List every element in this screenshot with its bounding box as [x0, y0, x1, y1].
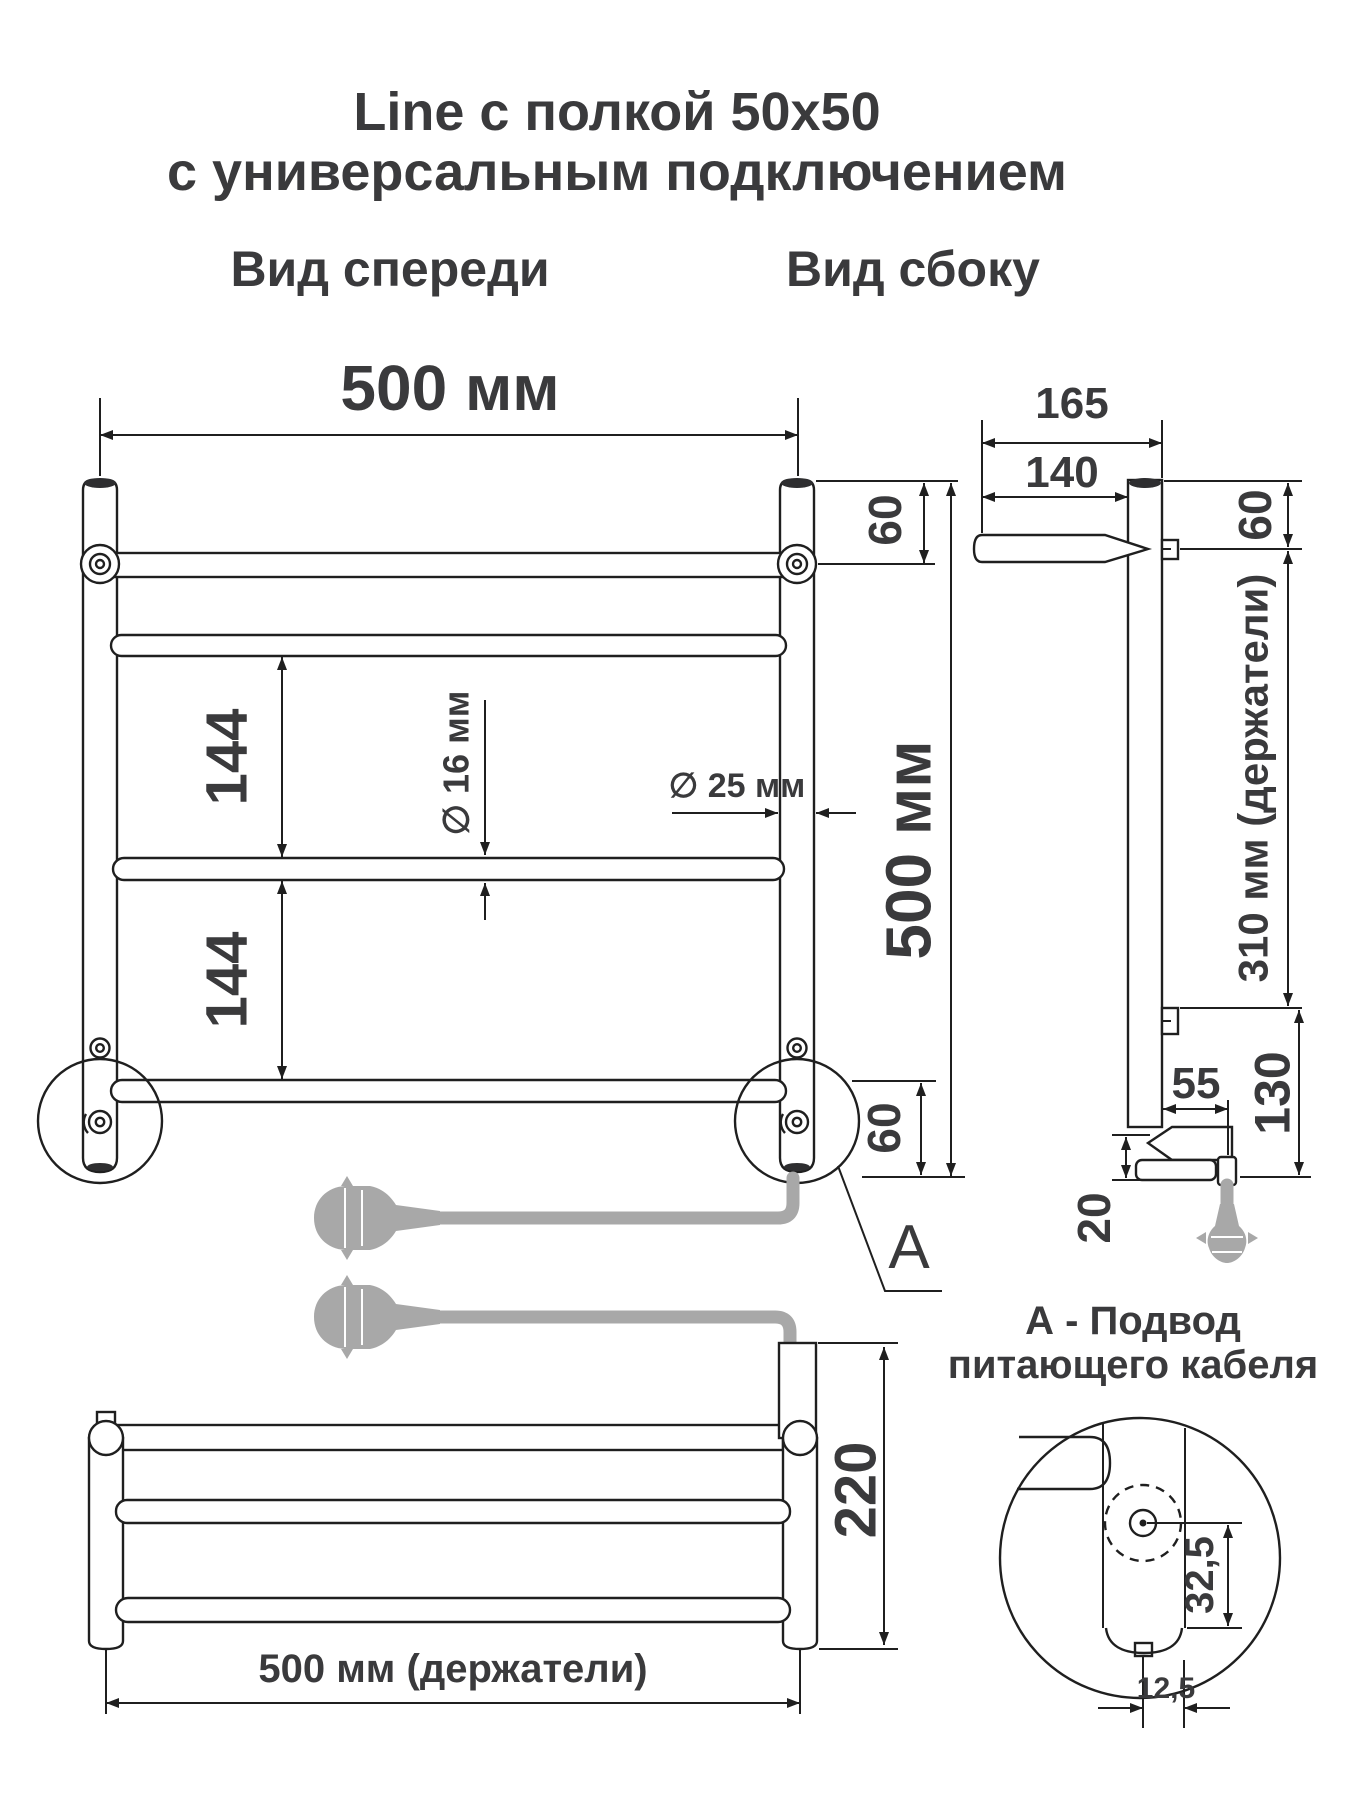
front-bracket-upper-right — [778, 545, 816, 583]
bottom-view — [89, 1343, 898, 1714]
drawing-title — [167, 82, 1067, 202]
front-dim60-bottom-label: 60 — [858, 1102, 911, 1154]
front-dim-width-label: 500 мм — [340, 352, 560, 424]
bottom-holder-left-circle — [89, 1421, 123, 1455]
front-bracket-upper-left — [81, 545, 119, 583]
front-rung-2 — [111, 635, 786, 656]
side-foot — [1148, 1127, 1232, 1160]
front-view — [38, 352, 965, 1359]
front-dim-gap1-label: 144 — [194, 708, 260, 806]
front-cable-2 — [440, 1317, 790, 1342]
detail-port-center — [1140, 1520, 1147, 1527]
detail-dim325-label: 32,5 — [1178, 1536, 1222, 1614]
detail-caption-line-1: А - Подвод — [1025, 1299, 1241, 1343]
side-foot-cap — [1136, 1160, 1216, 1180]
front-view-label: Вид спереди — [230, 241, 550, 297]
front-label-rung-diameter: ∅ 16 мм — [435, 690, 477, 836]
power-plug-1 — [314, 1176, 440, 1260]
front-dim-gap2-label: 144 — [194, 931, 260, 1029]
power-plug-3 — [1196, 1204, 1258, 1263]
title-line-2: с универсальным подключением — [167, 142, 1067, 202]
side-dim55-label: 55 — [1171, 1059, 1221, 1108]
power-plug-2 — [314, 1275, 440, 1359]
side-view — [974, 379, 1311, 1263]
side-post — [1128, 480, 1162, 1127]
detail-bracket-stub — [1017, 1437, 1110, 1489]
bottom-dim-holders-label: 500 мм (держатели) — [258, 1647, 648, 1691]
side-dim60-label: 60 — [1229, 489, 1282, 541]
bottom-bar-front — [116, 1598, 790, 1622]
side-dim-140-label: 140 — [1025, 448, 1099, 497]
front-post-right-cap — [781, 478, 813, 488]
front-post-left-cap — [84, 478, 116, 488]
front-cable-1 — [440, 1178, 793, 1218]
bottom-bar-back — [118, 1425, 783, 1450]
front-callout-letter: А — [888, 1213, 930, 1282]
detail-caption-line-2: питающего кабеля — [947, 1343, 1319, 1387]
title-line-1: Line с полкой 50x50 — [353, 82, 881, 142]
side-dim-165-label: 165 — [1035, 379, 1109, 428]
bottom-holder-right-circle — [783, 1421, 817, 1455]
front-post-left-bottom-cap — [87, 1163, 113, 1171]
front-label-post-diameter: ∅ 25 мм — [668, 767, 806, 805]
detail-bottom-cap — [1106, 1628, 1182, 1653]
bottom-bar-middle — [116, 1500, 790, 1523]
front-dim-height-label: 500 мм — [872, 740, 945, 960]
side-dim20-label: 20 — [1068, 1192, 1121, 1244]
side-dim310-label: 310 мм (держатели) — [1229, 573, 1277, 983]
front-rung-3 — [113, 858, 784, 880]
detail-dim125-label: 12,5 — [1136, 1672, 1196, 1705]
side-post-cap — [1129, 478, 1161, 488]
front-post-right-bottom-cap — [784, 1163, 810, 1171]
front-dim60-top-label: 60 — [859, 494, 912, 546]
front-shelf-rail — [100, 553, 797, 577]
detail-a — [948, 1299, 1318, 1728]
side-shelf-arm — [974, 535, 1148, 562]
bottom-dim220-label: 220 — [823, 1441, 889, 1539]
front-rung-bottom — [111, 1080, 786, 1102]
side-dim130-label: 130 — [1244, 1051, 1301, 1135]
side-view-label: Вид сбоку — [786, 241, 1040, 297]
